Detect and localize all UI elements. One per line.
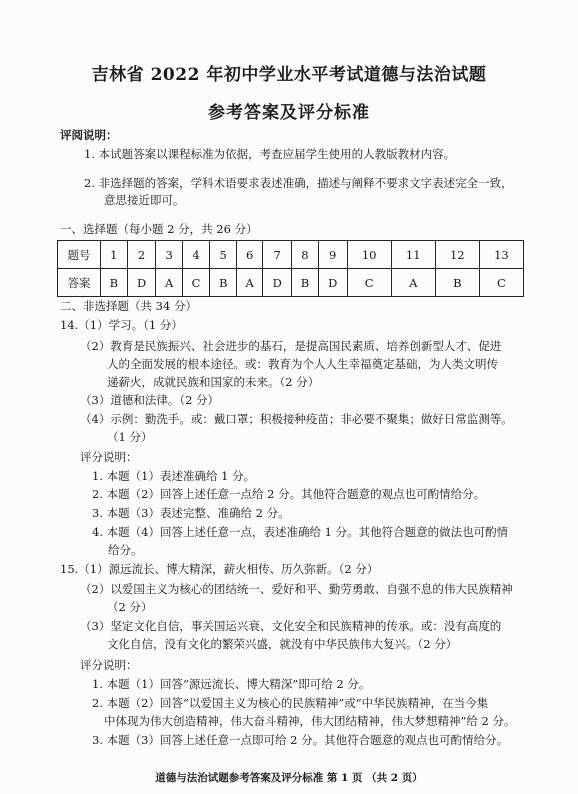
q14-part1: 14.（1）学习。（1 分） (60, 318, 183, 332)
review-notes-heading: 评阅说明： (60, 128, 118, 142)
question-number: 11 (391, 241, 435, 269)
review-note-2-line1: 2. 非选择题的答案，学科术语要求表述准确，描述与阐释不要求文字表述完全一致， (84, 176, 513, 190)
question-number: 8 (292, 241, 319, 269)
question-number: 9 (318, 241, 347, 269)
q15-part2-line1: （2）以爱国主义为核心的团结统一、爱好和平、勤劳勇敢、自强不息的伟大民族精神 (80, 582, 513, 596)
question-number: 2 (127, 241, 156, 269)
section1-heading: 一、选择题（每小题 2 分，共 26 分） (60, 222, 258, 236)
answer-cell: A (237, 269, 263, 297)
answer-cell: B (210, 269, 237, 297)
answer-cell: B (292, 269, 319, 297)
row-label-number: 题号 (58, 241, 101, 269)
answer-cell: B (101, 269, 128, 297)
q15-part2-line2: （2 分） (107, 600, 153, 614)
table-row-answers (58, 269, 524, 297)
q15-scoring-3: 3. 本题（3）回答上述任意一点即可给 2 分。其他符合题意的观点也可酌情给分。 (92, 733, 509, 747)
q15-part1: 15.（1）源远流长、博大精深，薪火相传、历久弥新。（2 分） (60, 562, 379, 576)
question-number: 6 (237, 241, 263, 269)
q15-part3-line2: 文化自信，没有文化的繁荣兴盛，就没有中华民族伟大复兴。（2 分） (107, 637, 458, 651)
q14-part2-line2: 人的全面发展的根本途径。或：教育为个人人生幸福奠定基础，为人类文明传 (107, 357, 498, 371)
q15-scoring-2-line2: 中体现为伟大创造精神，伟大奋斗精神，伟大团结精神，伟大梦想精神”给 2 分。 (104, 714, 516, 728)
q14-scoring-4-line1: 4. 本题（4）回答上述任意一点，表述准确给 1 分。其他符合题意的做法也可酌情 (92, 525, 509, 539)
q14-part2-line3: 递薪火，成就民族和国家的未来。（2 分） (107, 375, 320, 389)
q14-scoring-1: 1. 本题（1）表述准确给 1 分。 (92, 469, 256, 483)
q14-scoring-4-line2: 给分。 (108, 543, 143, 557)
q15-part3-line1: （3）坚定文化自信，事关国运兴衰、文化安全和民族精神的传承。或：没有高度的 (80, 619, 502, 633)
page-footer: 道德与法治试题参考答案及评分标准 第 1 页 （共 2 页） (155, 772, 423, 784)
question-number: 13 (479, 241, 523, 269)
answer-cell: D (318, 269, 347, 297)
question-number: 4 (182, 241, 210, 269)
answer-cell: C (182, 269, 210, 297)
review-note-2-line2: 意思接近即可。 (104, 193, 185, 207)
question-number: 10 (347, 241, 391, 269)
q14-scoring-heading: 评分说明： (80, 450, 138, 464)
q14-scoring-3: 3. 本题（3）表述完整、准确给 2 分。 (92, 506, 290, 520)
answer-cell: A (391, 269, 435, 297)
answer-cell: B (435, 269, 479, 297)
review-note-1: 1. 本试题答案以课程标准为依据，考查应届学生使用的人教版教材内容。 (84, 147, 456, 161)
answer-cell: C (347, 269, 391, 297)
question-number: 1 (101, 241, 128, 269)
q15-scoring-1: 1. 本题（1）回答“源远流长、博大精深”即可给 2 分。 (92, 677, 371, 691)
document-subtitle: 参考答案及评分标准 (208, 103, 370, 123)
question-number: 7 (263, 241, 292, 269)
q14-part4-line2: （1 分） (107, 430, 153, 444)
section2-heading: 二、非选择题（共 34 分） (60, 299, 197, 313)
question-number: 12 (435, 241, 479, 269)
table-row-numbers (58, 241, 524, 269)
answer-cell: D (127, 269, 156, 297)
question-number: 3 (156, 241, 182, 269)
answer-cell: D (263, 269, 292, 297)
row-label-answer: 答案 (58, 269, 101, 297)
answer-table (57, 240, 524, 297)
q14-part4-line1: （4）示例：勤洗手。或：戴口罩；积极接种疫苗；非必要不聚集；做好日常监测等。 (80, 412, 513, 426)
question-number: 5 (210, 241, 237, 269)
q14-part2-line1: （2）教育是民族振兴、社会进步的基石，是提高国民素质、培养创新型人才、促进 (80, 339, 502, 353)
answer-cell: C (479, 269, 523, 297)
answer-cell: A (156, 269, 182, 297)
document-title: 吉林省 2022 年初中学业水平考试道德与法治试题 (91, 65, 487, 85)
q14-scoring-2: 2. 本题（2）回答上述任意一点给 2 分。其他符合题意的观点也可酌情给分。 (92, 487, 486, 501)
q15-scoring-2-line1: 2. 本题（2）回答“以爱国主义为核心的民族精神”或“中华民族精神，在当今集 (92, 696, 489, 710)
q14-part3: （3）道德和法律。（2 分） (80, 393, 220, 407)
q15-scoring-heading: 评分说明： (80, 658, 138, 672)
